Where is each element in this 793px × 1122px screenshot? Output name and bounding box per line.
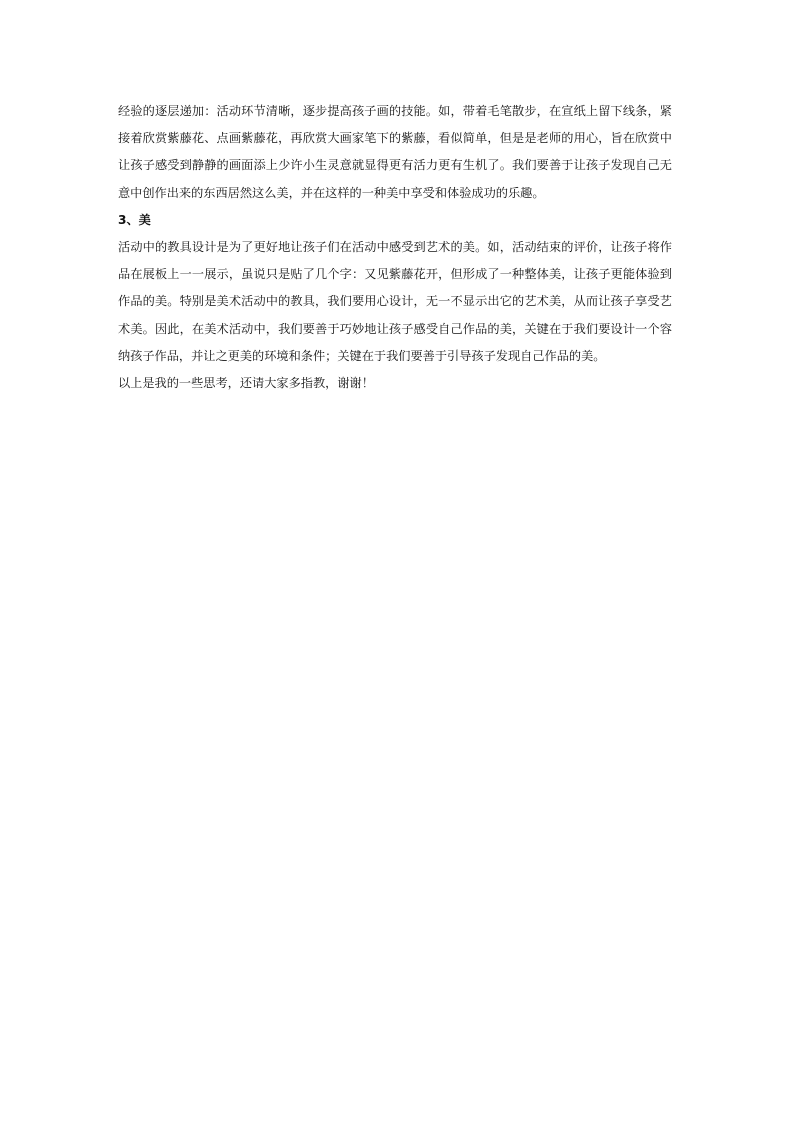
paragraph-closing: 以上是我的一些思考，还请大家多指教，谢谢！ — [118, 376, 374, 391]
paragraph-teaching-aids: 活动中的教具设计是为了更好地让孩子们在活动中感受到艺术的美。如，活动结束的评价，让孩子将作品在展板上一一展示，虽说只是贴了几个字：又见紫藤花开，但形成了一种整体美，让孩子更能体验到作品的美。特别是美术活动中的教具，我们要用心设计，无一不显示出它的艺术美，从而让孩子享受艺术美。因此，在美术活动中，我们要善于巧妙地让孩子感受自己作品的美，关键在于我们要设计一个容纳孩子作品，并让之更美的环境和条件；关键在于我们要善于引导孩子发现自己作品的美。 — [118, 240, 672, 363]
section-heading-beauty: 3、美 — [118, 212, 151, 227]
paragraph-experience: 经验的逐层递加：活动环节清晰，逐步提高孩子画的技能。如，带着毛笔散步，在宣纸上留下线条，紧接着欣赏紫藤花、点画紫藤花，再欣赏大画家笔下的紫藤，看似简单，但是是老师的用心，旨在欣赏中让孩子感受到静静的画面添上少许小生灵意就显得更有活力更有生机了。我们要善于让孩子发现自己无意中创作出来的东西居然这么美，并在这样的一种美中享受和体验成功的乐趣。 — [118, 104, 672, 200]
document-page — [118, 98, 672, 397]
